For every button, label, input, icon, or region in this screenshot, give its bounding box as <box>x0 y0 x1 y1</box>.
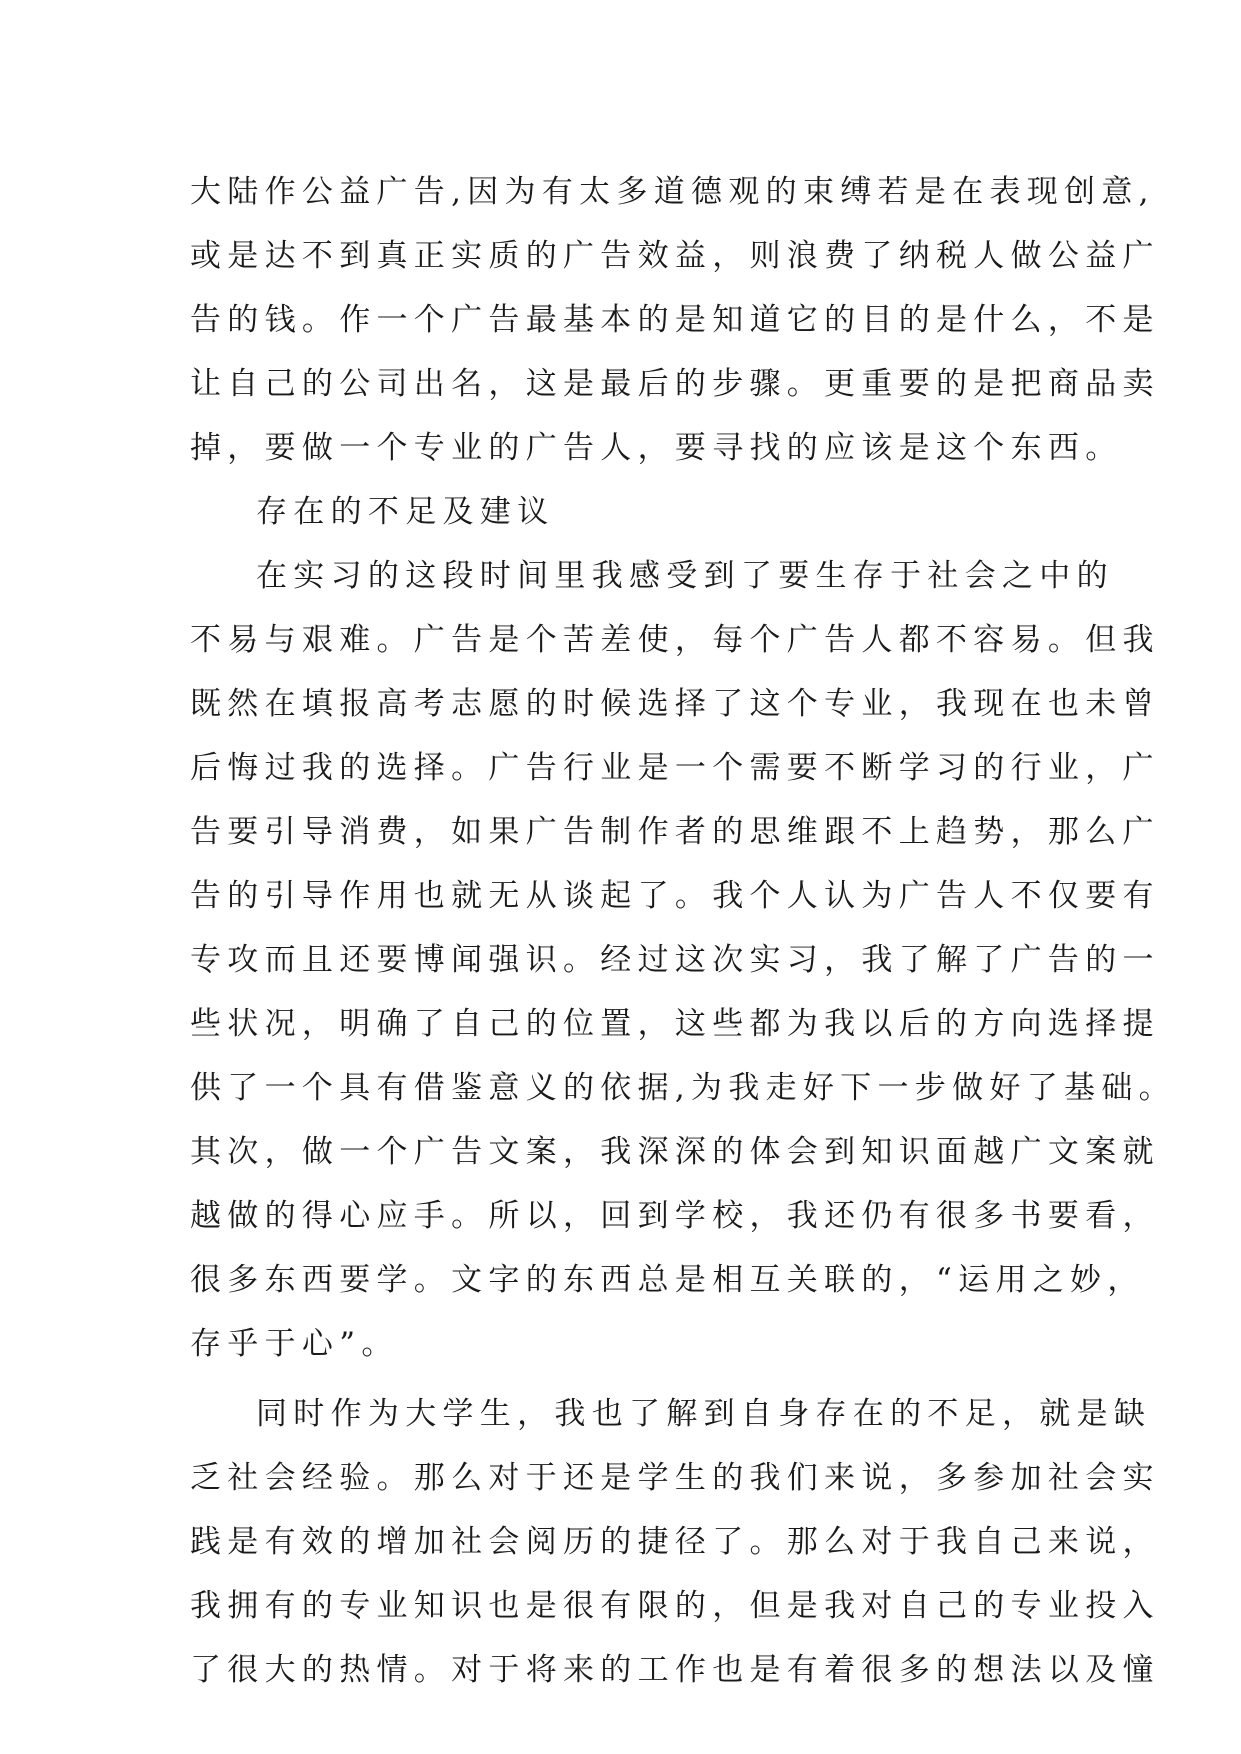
paragraph-line: 在实习的这段时间里我感受到了要生存于社会之中的 <box>256 558 1114 594</box>
paragraph-line: 告要引导消费，如果广告制作者的思维跟不上趋势，那么广 <box>190 814 1160 850</box>
paragraph-line: 告的引导作用也就无从谈起了。我个人认为广告人不仅要有 <box>190 878 1160 914</box>
paragraph-line: 既然在填报高考志愿的时候选择了这个专业，我现在也未曾 <box>190 686 1160 722</box>
paragraph-line: 专攻而且还要博闻强识。经过这次实习，我了解了广告的一 <box>190 942 1160 978</box>
paragraph-line: 让自己的公司出名，这是最后的步骤。更重要的是把商品卖 <box>190 366 1160 402</box>
paragraph-line: 其次，做一个广告文案，我深深的体会到知识面越广文案就 <box>190 1134 1160 1170</box>
paragraph-line: 些状况，明确了自己的位置，这些都为我以后的方向选择提 <box>190 1006 1160 1042</box>
paragraph-line: 存乎于心”。 <box>190 1326 399 1362</box>
paragraph-line: 了很大的热情。对于将来的工作也是有着很多的想法以及憧 <box>190 1652 1160 1688</box>
paragraph-line: 乏社会经验。那么对于还是学生的我们来说，多参加社会实 <box>190 1460 1160 1496</box>
paragraph-line: 或是达不到真正实质的广告效益，则浪费了纳税人做公益广 <box>190 238 1160 274</box>
paragraph-line: 后悔过我的选择。广告行业是一个需要不断学习的行业，广 <box>190 750 1160 786</box>
paragraph-line: 掉，要做一个专业的广告人，要寻找的应该是这个东西。 <box>190 430 1123 466</box>
paragraph-line: 大陆作公益广告,因为有太多道德观的束缚若是在表现创意, <box>190 174 1155 210</box>
paragraph-line: 我拥有的专业知识也是很有限的，但是我对自己的专业投入 <box>190 1588 1160 1624</box>
body-text <box>190 160 1176 1702</box>
section-heading: 存在的不足及建议 <box>256 494 555 530</box>
paragraph-line: 很多东西要学。文字的东西总是相互关联的，“运用之妙， <box>190 1262 1145 1298</box>
paragraph-line: 不易与艰难。广告是个苦差使，每个广告人都不容易。但我 <box>190 622 1160 658</box>
paragraph-line: 告的钱。作一个广告最基本的是知道它的目的是什么，不是 <box>190 302 1160 338</box>
paragraph-line: 同时作为大学生，我也了解到自身存在的不足，就是缺 <box>256 1396 1152 1432</box>
paragraph-line: 供了一个具有借鉴意义的依据,为我走好下一步做好了基础。 <box>190 1070 1176 1106</box>
paragraph-line: 越做的得心应手。所以，回到学校，我还仍有很多书要看， <box>190 1198 1160 1234</box>
paragraph-line: 践是有效的增加社会阅历的捷径了。那么对于我自己来说， <box>190 1524 1160 1560</box>
